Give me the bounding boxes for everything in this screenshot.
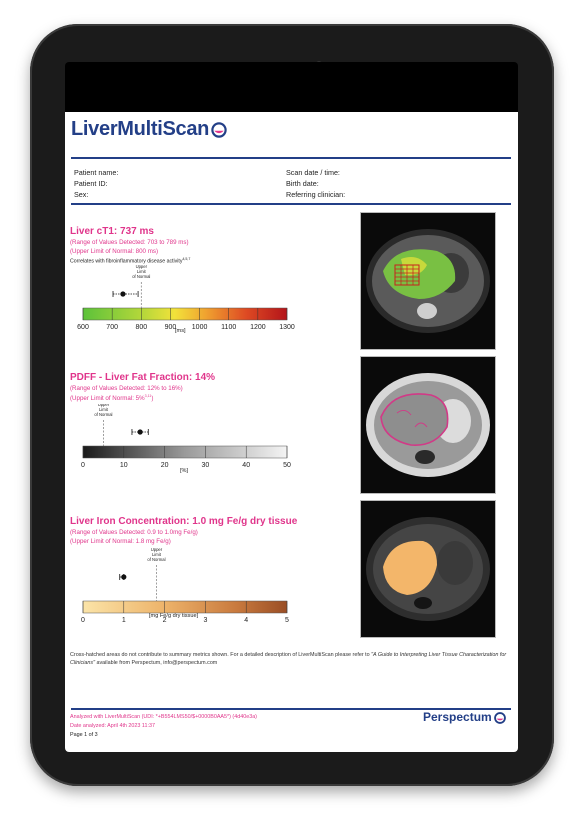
disclaimer-text: Cross-hatched areas do not contribute to summary metrics shown. For a detailed description of LiverMultiScan please refer to: [70, 652, 372, 658]
pdff-unit: [%]: [180, 468, 189, 474]
pdff-tick-label-1: 10: [119, 462, 128, 469]
report-page: [65, 112, 518, 752]
ct1-scale: [65, 264, 305, 338]
ct1-title: Liver cT1: 737 ms: [70, 226, 154, 237]
ct1-value-dot: [120, 291, 125, 296]
ct1-uln-label-0: Upper: [135, 264, 147, 269]
pdff-title: PDFF - Liver Fat Fraction: 14%: [70, 372, 216, 383]
ct1-tick-label-3: 900: [164, 324, 177, 331]
iron-value-dot: [121, 574, 126, 579]
iron-unit: [mg Fe/g dry tissue]: [149, 613, 199, 619]
pdff-gradient-bar: [83, 446, 287, 458]
info-rule: [71, 203, 511, 205]
patient-id-label: Patient ID:: [74, 179, 108, 188]
ct1-tick-label-6: 1200: [250, 324, 266, 331]
ct1-mri-image: [360, 212, 496, 350]
referring-clinician-label: Referring clinician:: [286, 190, 346, 199]
pdff-uln-end: ): [151, 395, 154, 403]
pdff-uln: [70, 394, 153, 402]
ct1-note-text: Correlates with fibroinflammatory disease activity: [70, 258, 183, 265]
ct1-tick-label-4: 1000: [191, 324, 208, 331]
header-rule: [71, 157, 511, 159]
iron-title: Liver Iron Concentration: 1.0 mg Fe/g dry tissue: [70, 516, 298, 527]
birth-date-label: Birth date:: [286, 179, 319, 188]
pdff-uln-label-2: of Normal: [94, 412, 113, 417]
perspectum-name: Perspectum: [423, 710, 492, 724]
ct1-gradient-bar: [83, 308, 287, 320]
pdff-tick-label-2: 20: [160, 462, 169, 469]
screen: [65, 62, 518, 752]
pdff-range: (Range of Values Detected: 12% to 16%): [70, 385, 183, 392]
ct1-uln-label-1: Limit: [136, 269, 146, 274]
perspectum-o-icon: [494, 712, 506, 724]
ct1-tick-label-2: 800: [135, 324, 148, 331]
iron-mri-image: [360, 500, 496, 638]
brand-name: LiverMultiScan: [71, 118, 210, 140]
pdff-value-dot: [138, 429, 143, 434]
disclaimer-guide: "A Guide to Interpreting Liver Tissue Characterization for Clinicians": [70, 652, 507, 666]
scan-date-label: Scan date / time:: [286, 168, 340, 177]
pdff-tick-label-3: 30: [201, 462, 210, 469]
iron-tick-label-4: 4: [244, 617, 249, 624]
ct1-tick-label-0: 600: [77, 324, 89, 331]
ct1-tick-label-1: 700: [106, 324, 118, 331]
brand-o-icon: [211, 122, 227, 138]
iron-uln-label-2: of Normal: [147, 557, 166, 562]
iron-tick-label-0: 0: [81, 617, 85, 624]
iron-tick-label-5: 5: [285, 617, 289, 624]
pdff-uln-label-1: Limit: [98, 407, 108, 412]
footer-date: Date analyzed: April 4th 2023 11:37: [70, 723, 156, 729]
iron-uln: (Upper Limit of Normal: 1.8 mg Fe/g): [70, 538, 171, 545]
perspectum-logo: [423, 710, 506, 724]
pdff-tick-label-0: 0: [81, 462, 85, 469]
iron-range: (Range of Values Detected: 0.9 to 1.0mg Fe/g): [70, 529, 198, 536]
ct1-tick-label-5: 1100: [221, 324, 237, 331]
disclaimer-contact: available from Perspectum, info@perspectum.com: [94, 660, 218, 666]
iron-tick-label-1: 1: [121, 617, 126, 624]
brand-logo: [71, 118, 227, 141]
iron-gradient-bar: [83, 601, 287, 613]
ct1-tick-label-7: 1300: [279, 324, 295, 331]
iron-tick-label-2: 2: [162, 617, 167, 624]
pdff-tick-label-4: 40: [242, 462, 251, 469]
footer-analyzed: Analyzed with LiverMultiScan (UDI: *+B554LMS50/$+0000B0AA5*) (4d40e3a): [70, 714, 257, 720]
footer-page: Page 1 of 3: [70, 732, 98, 738]
ct1-uln-label-2: of Normal: [132, 274, 151, 279]
ct1-uln: (Upper Limit of Normal: 800 ms): [70, 248, 159, 255]
pdff-uln-text: (Upper Limit of Normal: 5%: [70, 395, 145, 403]
ct1-note-ref: 4,5,7: [182, 257, 191, 261]
iron-uln-label-1: Limit: [152, 552, 161, 557]
pdff-mri-image: [360, 356, 496, 494]
iron-uln-label-0: Upper: [150, 547, 163, 552]
iron-scale: [65, 547, 305, 635]
pdff-uln-ref: 3,11: [144, 394, 152, 398]
ct1-range: (Range of Values Detected: 703 to 789 ms): [70, 239, 189, 246]
patient-name-label: Patient name:: [74, 168, 119, 177]
pdff-tick-label-5: 50: [283, 462, 291, 469]
patient-sex-label: Sex:: [74, 190, 89, 199]
iron-tick-label-3: 3: [203, 617, 208, 624]
disclaimer: [70, 651, 510, 667]
pdff-uln-label-0: Upper: [97, 404, 110, 407]
ct1-unit: [ms]: [175, 328, 186, 334]
